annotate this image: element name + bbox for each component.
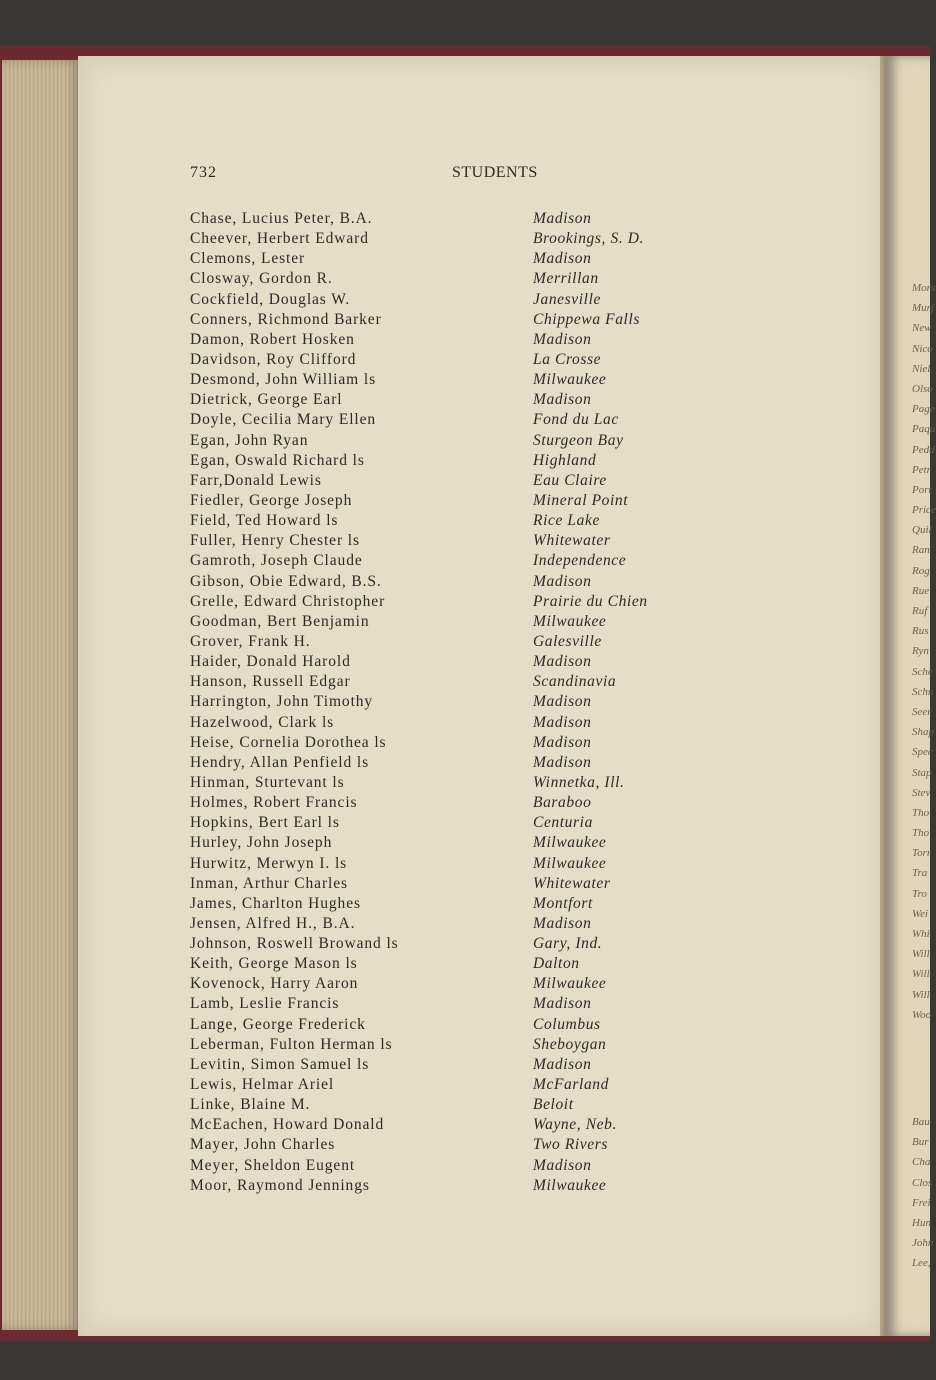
student-hometown: Janesville [533,290,601,308]
student-hometown: Highland [533,451,597,469]
student-hometown: Milwaukee [533,371,607,389]
roster-row [190,230,690,250]
student-hometown: Madison [533,391,592,409]
student-hometown: Madison [533,914,592,932]
student-name: James, Charlton Hughes [190,894,361,912]
student-name: Hinman, Sturtevant ls [190,773,345,791]
roster-row [190,673,690,693]
roster-row [190,492,690,512]
next-page-fragment: Price [912,504,936,517]
roster-row [190,1116,690,1136]
next-page-fragment: Rus [912,625,929,638]
student-name: Field, Ted Howard ls [190,512,339,530]
student-name: Hanson, Russell Edgar [190,673,351,691]
roster-row [190,613,690,633]
roster-row [190,270,690,290]
student-name: Closway, Gordon R. [190,270,333,288]
student-name: Gibson, Obie Edward, B.S. [190,572,382,590]
student-hometown: Beloit [533,1096,574,1114]
student-hometown: Dalton [533,955,580,973]
student-name: Davidson, Roy Clifford [190,350,357,368]
next-page-fragment: New [912,322,932,335]
student-hometown: Madison [533,330,592,348]
page-edges [2,60,80,1330]
student-name: Inman, Arthur Charles [190,874,348,892]
student-name: Goodman, Bert Benjamin [190,612,370,630]
student-name: Keith, George Mason ls [190,955,358,973]
next-page-fragment: Tro [912,887,927,900]
student-name: Hendry, Allan Penfield ls [190,753,370,771]
student-name: Lange, George Frederick [190,1015,366,1033]
student-hometown: Fond du Lac [533,411,619,429]
student-name: Desmond, John William ls [190,371,377,389]
next-page-fragment: Murj [912,302,934,315]
student-name: Holmes, Robert Francis [190,794,358,812]
student-hometown: Madison [533,1055,592,1073]
student-name: Meyer, Sheldon Eugent [190,1156,356,1174]
roster-row [190,1136,690,1156]
roster-row [190,331,690,351]
page-number: 732 [190,164,217,181]
next-page-fragment: Paqu [912,423,936,436]
next-page-fragment: Bur [912,1136,929,1149]
student-name: Lamb, Leslie Francis [190,995,340,1013]
next-page-fragments-lower [912,1116,932,1278]
roster-row [190,995,690,1015]
student-hometown: Wayne, Neb. [533,1116,617,1134]
next-page-fragment: Port [912,483,932,496]
student-hometown: Rice Lake [533,512,600,530]
roster-row [190,351,690,371]
roster-row [190,794,690,814]
roster-row [190,714,690,734]
next-page-fragment: Stap [912,766,932,779]
student-hometown: Mineral Point [533,491,629,509]
roster-row [190,875,690,895]
student-hometown: Madison [533,653,592,671]
roster-row [190,814,690,834]
student-name: Fiedler, George Joseph [190,491,353,509]
student-name: Doyle, Cecilia Mary Ellen [190,411,377,429]
student-hometown: Milwaukee [533,834,607,852]
roster-row [190,1157,690,1177]
student-hometown: Independence [533,552,627,570]
student-hometown: Prairie du Chien [533,592,648,610]
roster-row [190,210,690,230]
next-page-fragment: Wei [912,907,929,920]
student-hometown: La Crosse [533,350,602,368]
student-hometown: Sturgeon Bay [533,431,624,449]
student-name: Leberman, Fulton Herman ls [190,1035,393,1053]
student-name: Clemons, Lester [190,250,306,268]
roster-row [190,754,690,774]
student-name: Hazelwood, Clark ls [190,713,335,731]
next-page-fragment: Lee, [912,1257,931,1270]
student-name: Chase, Lucius Peter, B.A. [190,210,373,227]
roster-row [190,935,690,955]
roster-row [190,1177,690,1197]
student-name: Egan, John Ryan [190,431,309,449]
student-hometown: Whitewater [533,874,611,892]
page-header [190,164,560,186]
next-page-fragment: Cha [912,1156,931,1169]
roster-row [190,975,690,995]
student-hometown: Winnetka, Ill. [533,773,625,791]
next-page-fragment: Bau [912,1116,930,1128]
student-hometown: Madison [533,572,592,590]
next-page-fragment: Niel [912,362,931,375]
student-hometown: Baraboo [533,794,592,812]
student-hometown: Milwaukee [533,854,607,872]
roster-row [190,391,690,411]
roster-row [190,573,690,593]
next-page-fragment: Tho [912,827,930,840]
next-page-fragment: Woo [912,1008,932,1021]
roster-row [190,1096,690,1116]
roster-row [190,432,690,452]
student-hometown: Milwaukee [533,975,607,993]
roster-row [190,955,690,975]
student-hometown: Scandinavia [533,673,617,691]
next-page-fragment: Ran [912,544,930,557]
student-hometown: Montfort [533,894,593,912]
student-roster [190,210,690,1197]
roster-row [190,834,690,854]
roster-row [190,452,690,472]
roster-row [190,512,690,532]
student-hometown: Madison [533,1156,592,1174]
student-name: Johnson, Roswell Browand ls [190,935,399,953]
roster-row [190,855,690,875]
student-hometown: Madison [533,733,592,751]
student-name: Egan, Oswald Richard ls [190,451,365,469]
student-name: Grover, Frank H. [190,632,311,650]
next-page-fragment: Nico [912,342,933,355]
student-name: Haider, Donald Harold [190,653,351,671]
student-hometown: Milwaukee [533,612,607,630]
student-hometown: Chippewa Falls [533,310,641,328]
student-hometown: Merrillan [533,270,599,288]
running-head: STUDENTS [452,164,538,181]
next-page-fragment: Page [912,403,935,416]
roster-row [190,250,690,270]
student-name: Hopkins, Bert Earl ls [190,814,340,832]
next-page-fragment: Will [912,968,930,981]
student-hometown: Centuria [533,814,593,832]
roster-row [190,1016,690,1036]
next-page-fragment: Hun [912,1216,931,1229]
roster-row [190,291,690,311]
student-name: McEachen, Howard Donald [190,1116,385,1134]
student-hometown: Milwaukee [533,1176,607,1194]
next-page-fragment: Seer [912,705,932,718]
student-hometown: Madison [533,693,592,711]
next-page-fragment: Rue [912,584,930,597]
student-name: Dietrick, George Earl [190,391,343,409]
next-page-fragment: Tho [912,806,930,819]
student-name: Fuller, Henry Chester ls [190,532,360,550]
student-name: Cockfield, Douglas W. [190,290,351,308]
student-name: Hurley, John Joseph [190,834,333,852]
roster-row [190,1076,690,1096]
next-page-fragment: John [912,1237,934,1250]
student-name: Mayer, John Charles [190,1136,336,1154]
next-page-fragment: Frei [912,1196,931,1209]
roster-row [190,915,690,935]
roster-row [190,895,690,915]
roster-row [190,693,690,713]
student-name: Lewis, Helmar Ariel [190,1076,335,1094]
next-page-fragment: Ruf [912,605,928,617]
student-name: Conners, Richmond Barker [190,310,382,328]
student-name: Moor, Raymond Jennings [190,1176,370,1194]
next-page-fragment: Will [912,988,930,1001]
roster-row [190,653,690,673]
student-name: Linke, Blaine M. [190,1096,311,1114]
student-name: Gamroth, Joseph Claude [190,552,363,570]
roster-row [190,593,690,613]
roster-row [190,411,690,431]
next-page-fragment: Will [912,948,930,961]
student-hometown: Madison [533,995,592,1013]
student-name: Grelle, Edward Christopher [190,592,386,610]
next-page-fragment: Stev [912,786,931,799]
student-hometown: Gary, Ind. [533,935,603,953]
student-hometown: Sheboygan [533,1035,607,1053]
next-page-fragment: Clos [912,1176,933,1189]
student-name: Heise, Cornelia Dorothea ls [190,733,387,751]
roster-row [190,774,690,794]
student-name: Jensen, Alfred H., B.A. [190,914,356,932]
roster-row [190,1036,690,1056]
student-name: Levitin, Simon Samuel ls [190,1055,370,1073]
next-page-fragment: Quil [912,524,932,537]
roster-row [190,552,690,572]
next-page-fragments [912,282,936,1029]
next-page-fragment: Petr [912,463,931,476]
roster-row [190,472,690,492]
next-page-fragment: Olso [912,382,933,395]
next-page-fragment: Sche [912,665,933,678]
next-page-fragment: Whi [912,928,930,940]
student-hometown: Madison [533,250,592,268]
next-page-fragment: Pedd [912,443,935,456]
next-page-fragment: Rog [912,564,930,577]
student-hometown: Galesville [533,632,602,650]
student-hometown: Madison [533,753,592,771]
student-hometown: Brookings, S. D. [533,230,645,248]
next-page-fragment: Tra [912,867,928,880]
next-page-fragment: Shap [912,726,934,739]
roster-row [190,734,690,754]
roster-row [190,311,690,331]
next-page-edge [886,56,936,1336]
student-hometown: McFarland [533,1076,609,1094]
student-hometown: Eau Claire [533,471,607,489]
student-hometown: Two Rivers [533,1136,609,1154]
student-name: Farr,Donald Lewis [190,471,322,489]
student-name: Hurwitz, Merwyn I. ls [190,854,348,872]
student-name: Damon, Robert Hosken [190,330,355,348]
student-hometown: Madison [533,713,592,731]
next-page-fragment: Torr [912,847,932,860]
roster-row [190,633,690,653]
next-page-fragment: Mors [912,282,936,294]
student-name: Harrington, John Timothy [190,693,374,711]
roster-row [190,532,690,552]
student-hometown: Whitewater [533,532,611,550]
student-hometown: Madison [533,210,592,227]
student-name: Cheever, Herbert Edward [190,230,369,248]
roster-row [190,371,690,391]
next-page-fragment: Spec [912,746,933,759]
student-name: Kovenock, Harry Aaron [190,975,359,993]
student-hometown: Columbus [533,1015,601,1033]
next-page-fragment: Schn [912,685,934,698]
next-page-fragment: Ryn [912,645,929,658]
roster-row [190,1056,690,1076]
